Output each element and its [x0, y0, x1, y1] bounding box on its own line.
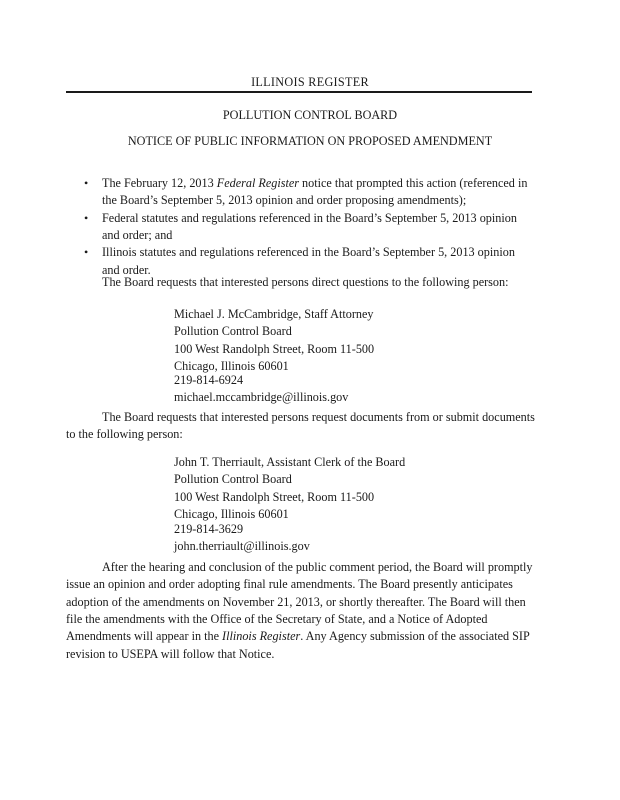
contact-city: Chicago, Illinois 60601 — [174, 358, 289, 373]
header-rule — [66, 91, 532, 93]
list-item: • The February 12, 2013 Federal Register notice that prompted this action (referenced in the Board’s September 5, 2013 opinion and order proposing amendments); — [84, 176, 528, 208]
contact-city: Chicago, Illinois 60601 — [174, 506, 289, 521]
contact-phone: 219-814-3629 — [174, 522, 244, 536]
contact-org: Pollution Control Board — [174, 472, 292, 487]
notice-title: NOTICE OF PUBLIC INFORMATION ON PROPOSED AMENDMENT — [127, 134, 493, 148]
contact-street: 100 West Randolph Street, Room 11-500 — [174, 341, 375, 356]
referenced-materials-list — [84, 175, 534, 279]
illinois-register-citation: Illinois Register — [222, 629, 301, 644]
contact-email[interactable]: michael.mccambridge@illinois.gov — [174, 390, 349, 405]
contact-name: John T. Therriault, Assistant Clerk of the Board — [174, 455, 406, 469]
contact-street: 100 West Randolph Street, Room 11-500 — [174, 489, 375, 504]
questions-intro: The Board requests that interested persons direct questions to the following person: — [102, 275, 509, 289]
register-heading: ILLINOIS REGISTER — [251, 75, 369, 89]
documents-contact-address — [174, 454, 534, 523]
questions-contact-address — [174, 306, 534, 375]
bullet-icon: • — [84, 210, 89, 225]
closing-paragraph: After the hearing and conclusion of the public comment period, the Board will promptly issue an opinion and order adopting final rule amendments. The Board presently anticipates adoption of the amendments on November 21, 2013, or shortly thereafter. The Board will then file the amendments with the Office of the Secretary of State, and a Notice of Adopted Amendments will appear in the Illinois Register. Any Agency submission of the associated SIP revision to USEPA will follow that Notice. — [66, 560, 533, 661]
contact-email[interactable]: john.therriault@illinois.gov — [174, 539, 310, 554]
contact-org: Pollution Control Board — [174, 324, 292, 339]
list-item: • Federal statutes and regulations referenced in the Board’s September 5, 2013 opinion and order; and — [84, 210, 517, 242]
contact-name: Michael J. McCambridge, Staff Attorney — [174, 307, 374, 321]
bullet-icon: • — [84, 245, 89, 260]
federal-register-citation: Federal Register — [216, 176, 299, 190]
questions-contact-info — [174, 372, 534, 407]
agency-heading: POLLUTION CONTROL BOARD — [222, 108, 398, 122]
contact-phone: 219-814-6924 — [174, 373, 244, 387]
list-item: • Illinois statutes and regulations referenced in the Board’s September 5, 2013 opinion and order. — [84, 245, 515, 277]
documents-contact-info — [174, 521, 534, 556]
documents-intro: The Board requests that interested persons request documents from or submit documents to the following person: — [66, 410, 535, 442]
bullet-icon: • — [84, 176, 89, 190]
